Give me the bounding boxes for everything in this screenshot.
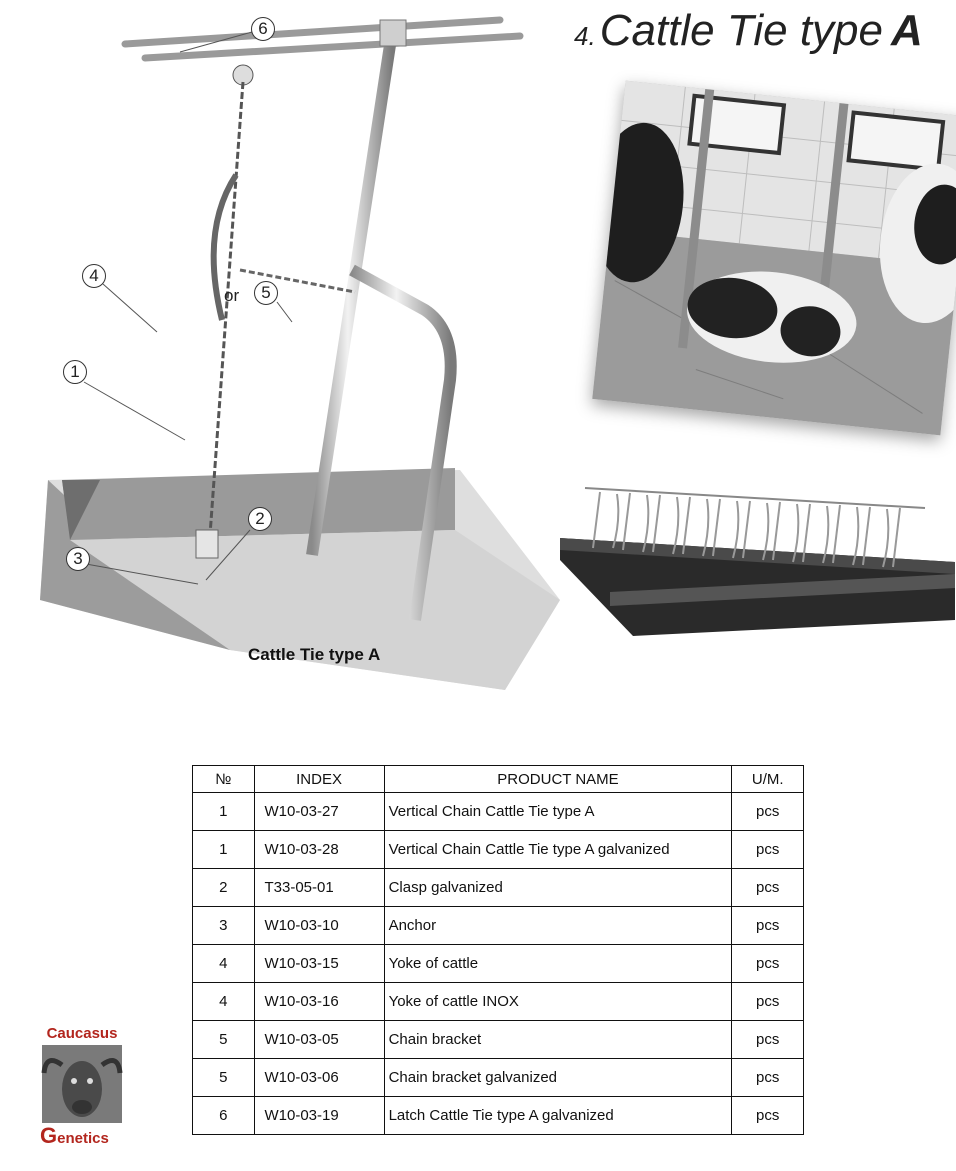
cell-number: 6 (193, 1097, 255, 1135)
cell-number: 1 (193, 831, 255, 869)
table-row (193, 869, 804, 907)
cell-unit: pcs (732, 1021, 804, 1059)
title-letter: A (890, 6, 923, 55)
callout-3: 3 (66, 547, 90, 571)
title-number: 4. (574, 21, 596, 51)
vertical-chain (210, 82, 243, 535)
row-render-image (555, 470, 956, 640)
bull-head-icon (40, 1043, 124, 1125)
page-title (574, 6, 954, 66)
logo-rest: enetics (57, 1130, 109, 1147)
table-row (193, 1097, 804, 1135)
clasp (196, 530, 218, 558)
cell-product-name: Latch Cattle Tie type A galvanized (384, 1097, 732, 1135)
cell-product-name: Chain bracket galvanized (384, 1059, 732, 1097)
cell-product-name: Vertical Chain Cattle Tie type A (384, 793, 732, 831)
cell-unit: pcs (732, 831, 804, 869)
cell-unit: pcs (732, 945, 804, 983)
cell-product-name: Anchor (384, 907, 732, 945)
logo-top-text: Caucasus (46, 1025, 118, 1042)
cell-unit: pcs (732, 983, 804, 1021)
title-text: Cattle Tie type (599, 6, 883, 55)
cell-product-name: Yoke of cattle (384, 945, 732, 983)
header-unit: U/M. (732, 766, 804, 793)
cell-unit: pcs (732, 793, 804, 831)
logo-bottom-text (40, 1123, 124, 1149)
table-row (193, 831, 804, 869)
cell-product-name: Chain bracket (384, 1021, 732, 1059)
table-header-row (193, 766, 804, 793)
cell-product-name: Vertical Chain Cattle Tie type A galvanized (384, 831, 732, 869)
cell-index: W10-03-10 (254, 907, 384, 945)
cell-index: W10-03-19 (254, 1097, 384, 1135)
or-label: or (224, 286, 240, 305)
cell-unit: pcs (732, 1059, 804, 1097)
table-row (193, 945, 804, 983)
cell-number: 4 (193, 983, 255, 1021)
table-row (193, 1059, 804, 1097)
diagram-drawing (0, 0, 560, 700)
cell-number: 5 (193, 1021, 255, 1059)
cell-unit: pcs (732, 869, 804, 907)
cell-index: W10-03-28 (254, 831, 384, 869)
diagram-caption: Cattle Tie type A (248, 645, 381, 664)
caucasus-genetics-logo (40, 1025, 124, 1148)
callout-4: 4 (82, 264, 106, 288)
cell-number: 2 (193, 869, 255, 907)
cell-product-name: Yoke of cattle INOX (384, 983, 732, 1021)
cell-index: T33-05-01 (254, 869, 384, 907)
callout-5: 5 (254, 281, 278, 305)
cell-unit: pcs (732, 907, 804, 945)
leader-1 (84, 382, 185, 440)
logo-initial: G (40, 1123, 58, 1148)
table-row (193, 1021, 804, 1059)
header-number: № (193, 766, 255, 793)
cell-index: W10-03-27 (254, 793, 384, 831)
table-row (193, 907, 804, 945)
barn-photo (592, 81, 956, 436)
cell-unit: pcs (732, 1097, 804, 1135)
cell-index: W10-03-16 (254, 983, 384, 1021)
product-table (192, 765, 804, 1135)
callout-6: 6 (251, 17, 275, 41)
cell-index: W10-03-06 (254, 1059, 384, 1097)
table-row (193, 983, 804, 1021)
cell-product-name: Clasp galvanized (384, 869, 732, 907)
cattle-tie-row-render (555, 470, 956, 640)
callout-2: 2 (248, 507, 272, 531)
cattle-tie-diagram (0, 0, 560, 700)
cell-index: W10-03-15 (254, 945, 384, 983)
pipe-clamp (380, 20, 406, 46)
leader-5 (277, 302, 292, 322)
callout-1: 1 (63, 360, 87, 384)
cell-number: 5 (193, 1059, 255, 1097)
barn-photo-image (592, 81, 956, 436)
table-row (193, 793, 804, 831)
cell-number: 4 (193, 945, 255, 983)
cell-number: 1 (193, 793, 255, 831)
header-index: INDEX (254, 766, 384, 793)
cell-index: W10-03-05 (254, 1021, 384, 1059)
cell-number: 3 (193, 907, 255, 945)
leader-4 (103, 284, 157, 332)
header-product-name: PRODUCT NAME (384, 766, 732, 793)
